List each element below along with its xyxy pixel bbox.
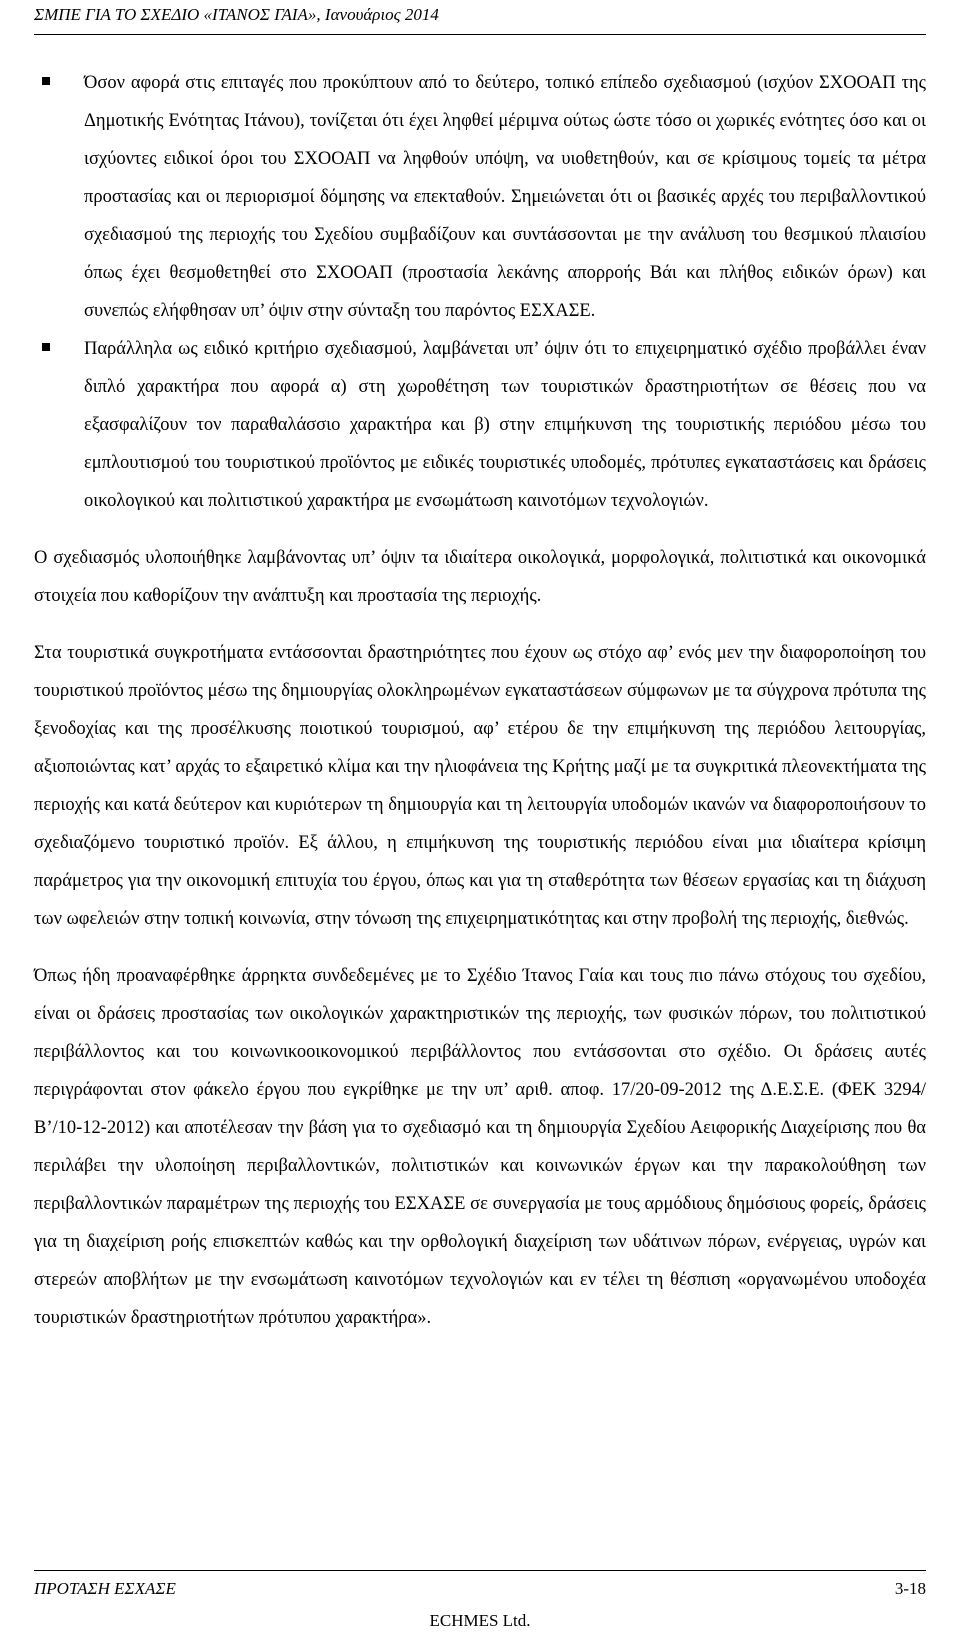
page-footer <box>34 1570 926 1632</box>
square-bullet-icon <box>42 343 50 351</box>
bullet-text: Παράλληλα ως ειδικό κριτήριο σχεδιασμού, λαμβάνεται υπ’ όψιν ότι το επιχειρηματικό σχέδιο προβάλλει έναν διπλό χαρακτήρα που αφορά α) στη χωροθέτηση των τουριστικών δραστηριοτήτων σε θέσεις που να εξασφαλίζουν τον παραθαλάσσιο χαρακτήρα και β) στην επιμήκυνση της τουριστικής περιόδου μέσω του εμπλουτισμού του τουριστικού προϊόντος με ειδικές τουριστικές υποδομές, πρότυπες εγκαταστάσεις και δράσεις οικολογικού και πολιτιστικού χαρακτήρα με ενσωμάτωση καινοτόμων τεχνολογιών. <box>84 339 926 511</box>
bullet-list <box>34 64 926 520</box>
footer-company: ECHMES Ltd. <box>429 1611 531 1630</box>
page-header <box>34 4 926 35</box>
list-item <box>34 330 926 520</box>
body-paragraph: Στα τουριστικά συγκροτήματα εντάσσονται δραστηριότητες που έχουν ως στόχο αφ’ ενός μεν την διαφοροποίηση του τουριστικού προϊόντος μέσω της δημιουργίας ολοκληρωμένων εγκαταστάσεων σύμφωνων με τα σύγχρονα πρότυπα της ξενοδοχίας και της προσέλκυσης ποιοτικού τουρισμού, αφ’ ετέρου δε την επιμήκυνση της περιόδου λειτουργίας, αξιοποιώντας κατ’ αρχάς το εξαιρετικό κλίμα και την ηλιοφάνεια της Κρήτης μαζί με τα συγκριτικά πλεονεκτήματα της περιοχής και κατά δεύτερον και κυριότερων τη δημιουργία και τη λειτουργία υποδομών ικανών να διαφοροποιήσουν το σχεδιαζόμενο τουριστικό προϊόν. Εξ άλλου, η επιμήκυνση της τουριστικής περιόδου είναι μια ιδιαίτερα κρίσιμη παράμετρος για την οικονομική επιτυχία του έργου, όπως και για τη σταθερότητα των θέσεων εργασίας και τη διάχυση των ωφελειών στην τοπική κοινωνία, στην τόνωση της επιχειρηματικότητας και στην προβολή της περιοχής, διεθνώς. <box>34 643 926 929</box>
footer-document-title: ΠΡΟΤΑΣΗ ΕΣΧΑΣΕ <box>34 1579 176 1598</box>
square-bullet-icon <box>42 77 50 85</box>
header-title: ΣΜΠΕ ΓΙΑ ΤΟ ΣΧΕΔΙΟ «ΙΤΑΝΟΣ ΓΑΙΑ», Ιανουάριος 2014 <box>34 5 439 24</box>
bullet-text: Όσον αφορά στις επιταγές που προκύπτουν από το δεύτερο, τοπικό επίπεδο σχεδιασμού (ισχύον ΣΧΟΟΑΠ της Δημοτικής Ενότητας Ιτάνου), τονίζεται ότι έχει ληφθεί μέριμνα ούτως ώστε τόσο οι χωρικές ενότητες όσο και οι ισχύοντες ειδικοί όροι του ΣΧΟΟΑΠ να ληφθούν υπόψη, να υιοθετηθούν, και σε κρίσιμους τομείς τα μέτρα προστασίας και οι περιορισμοί δόμησης να επεκταθούν. Σημειώνεται ότι οι βασικές αρχές του περιβαλλοντικού σχεδιασμού της περιοχής του Σχεδίου συμβαδίζουν και συντάσσονται με την ανάλυση του θεσμικού πλαισίου όπως έχει θεσμοθετηθεί στο ΣΧΟΟΑΠ (προστασία λεκάνης απορροής Βάι και πλήθος ειδικών όρων) και συνεπώς ελήφθησαν υπ’ όψιν στην σύνταξη του παρόντος ΕΣΧΑΣΕ. <box>84 73 926 321</box>
page-number: 3-18 <box>894 1579 926 1598</box>
body-paragraph: Όπως ήδη προαναφέρθηκε άρρηκτα συνδεδεμένες με το Σχέδιο Ίτανος Γαία και τους πιο πάνω στόχους του σχεδίου, είναι οι δράσεις προστασίας των οικολογικών χαρακτηριστικών της περιοχής, των φυσικών πόρων, του πολιτιστικού περιβάλλοντος και του κοινωνικοοικονομικού περιβάλλοντος που εντάσσονται στο σχέδιο. Οι δράσεις αυτές περιγράφονται στον φάκελο έργου που εγκρίθηκε με την υπ’ αριθ. αποφ. 17/20-09-2012 της Δ.Ε.Σ.Ε. (ΦΕΚ 3294/Β’/10-12-2012) και αποτέλεσαν την βάση για το σχεδιασμό και τη δημιουργία Σχεδίου Αειφορικής Διαχείρισης που θα περιλάβει την υλοποίηση περιβαλλοντικών, πολιτιστικών και κοινωνικών έργων και την παρακολούθηση των περιβαλλοντικών παραμέτρων της περιοχής του ΕΣΧΑΣΕ σε συνεργασία με τους αρμόδιους δημόσιους φορείς, δράσεις για τη διαχείριση ροής επισκεπτών καθώς και την ορθολογική διαχείριση των υδάτινων πόρων, ενέργειας, υγρών και στερεών αποβλήτων με την ενσωμάτωση καινοτόμων τεχνολογιών και εν τέλει τη θέσπιση «οργανωμένου υποδοχέα τουριστικών δραστηριοτήτων πρότυπου χαρακτήρα». <box>34 966 926 1328</box>
body-paragraph: Ο σχεδιασμός υλοποιήθηκε λαμβάνοντας υπ’ όψιν τα ιδιαίτερα οικολογικά, μορφολογικά, πολιτιστικά και οικονομικά στοιχεία που καθορίζουν την ανάπτυξη και προστασία της περιοχής. <box>34 548 926 606</box>
document-body <box>34 64 926 1337</box>
list-item <box>34 64 926 330</box>
